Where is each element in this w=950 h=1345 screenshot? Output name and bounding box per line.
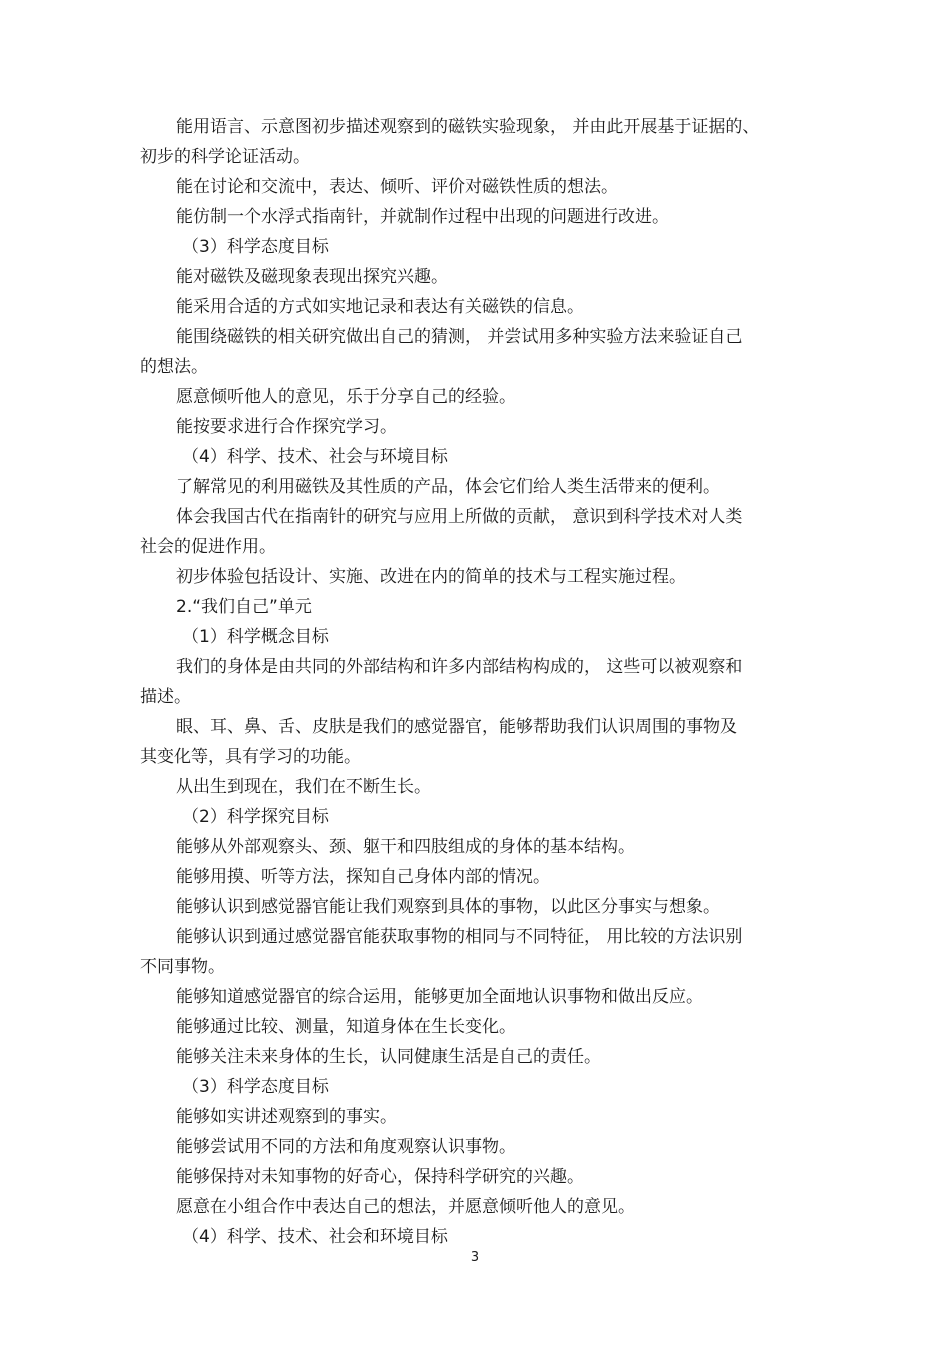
paragraph-line: （4）科学、技术、社会与环境目标 — [182, 447, 448, 467]
paragraph-line: （4）科学、技术、社会和环境目标 — [182, 1227, 448, 1247]
paragraph — [140, 982, 800, 1012]
paragraph — [140, 1192, 800, 1222]
paragraph-line: 我们的身体是由共同的外部结构和许多内部结构构成的， 这些可以被观察和 — [176, 657, 743, 677]
paragraph-line: （1）科学概念目标 — [182, 627, 329, 647]
paragraph — [140, 832, 800, 862]
paragraph — [140, 412, 800, 442]
paragraph-line: 初步体验包括设计、实施、改进在内的简单的技术与工程实施过程。 — [176, 567, 686, 587]
paragraph — [140, 862, 800, 892]
paragraph-line: 社会的促进作用。 — [140, 537, 276, 557]
paragraph — [140, 172, 800, 202]
paragraph-line: 能够通过比较、测量，知道身体在生长变化。 — [176, 1017, 516, 1037]
paragraph — [140, 712, 800, 772]
paragraph-line: 能够尝试用不同的方法和角度观察认识事物。 — [176, 1137, 516, 1157]
paragraph-line: 愿意在小组合作中表达自己的想法，并愿意倾听他人的意见。 — [176, 1197, 635, 1217]
paragraph — [140, 292, 800, 322]
paragraph-line: 能围绕磁铁的相关研究做出自己的猜测， 并尝试用多种实验方法来验证自己 — [176, 327, 743, 347]
section-heading — [140, 232, 800, 262]
paragraph — [140, 772, 800, 802]
paragraph — [140, 892, 800, 922]
paragraph-line: 能够保持对未知事物的好奇心，保持科学研究的兴趣。 — [176, 1167, 584, 1187]
paragraph-line: 能采用合适的方式如实地记录和表达有关磁铁的信息。 — [176, 297, 584, 317]
paragraph-line: 不同事物。 — [140, 957, 225, 977]
paragraph-line: 能够关注未来身体的生长，认同健康生活是自己的责任。 — [176, 1047, 601, 1067]
paragraph-line: 能够如实讲述观察到的事实。 — [176, 1107, 397, 1127]
paragraph — [140, 322, 800, 382]
page-number: 3 — [470, 1250, 480, 1265]
paragraph-line: 初步的科学论证活动。 — [140, 147, 310, 167]
paragraph — [140, 1102, 800, 1132]
paragraph-line: 愿意倾听他人的意见，乐于分享自己的经验。 — [176, 387, 516, 407]
paragraph-line: 能用语言、示意图初步描述观察到的磁铁实验现象， 并由此开展基于证据的、 — [176, 117, 760, 137]
paragraph-line: 从出生到现在，我们在不断生长。 — [176, 777, 431, 797]
paragraph-line: 能够从外部观察头、颈、躯干和四肢组成的身体的基本结构。 — [176, 837, 635, 857]
paragraph — [140, 382, 800, 412]
paragraph — [140, 562, 800, 592]
paragraph — [140, 472, 800, 502]
paragraph — [140, 922, 800, 982]
paragraph — [140, 1012, 800, 1042]
paragraph-line: 能够认识到通过感觉器官能获取事物的相同与不同特征， 用比较的方法识别 — [176, 927, 743, 947]
paragraph-line: 的想法。 — [140, 357, 208, 377]
paragraph-line: 了解常见的利用磁铁及其性质的产品，体会它们给人类生活带来的便利。 — [176, 477, 720, 497]
document-body — [140, 112, 800, 1252]
paragraph-line: 能在讨论和交流中，表达、倾听、评价对磁铁性质的想法。 — [176, 177, 618, 197]
paragraph-line: 描述。 — [140, 687, 191, 707]
paragraph-line: 能够知道感觉器官的综合运用，能够更加全面地认识事物和做出反应。 — [176, 987, 703, 1007]
section-heading — [140, 1222, 800, 1252]
paragraph-line: （2）科学探究目标 — [182, 807, 329, 827]
section-heading — [140, 802, 800, 832]
paragraph-line: 能够用摸、听等方法，探知自己身体内部的情况。 — [176, 867, 550, 887]
paragraph-line: 能够认识到感觉器官能让我们观察到具体的事物，以此区分事实与想象。 — [176, 897, 720, 917]
paragraph-line: 2.“我们自己”单元 — [176, 597, 312, 617]
paragraph-line: 体会我国古代在指南针的研究与应用上所做的贡献， 意识到科学技术对人类 — [176, 507, 743, 527]
paragraph — [140, 592, 800, 622]
paragraph-line: 能仿制一个水浮式指南针，并就制作过程中出现的问题进行改进。 — [176, 207, 669, 227]
paragraph — [140, 202, 800, 232]
paragraph-line: 能按要求进行合作探究学习。 — [176, 417, 397, 437]
paragraph — [140, 502, 800, 562]
section-heading — [140, 442, 800, 472]
paragraph — [140, 652, 800, 712]
paragraph — [140, 1132, 800, 1162]
paragraph-line: 能对磁铁及磁现象表现出探究兴趣。 — [176, 267, 448, 287]
section-heading — [140, 622, 800, 652]
paragraph — [140, 1162, 800, 1192]
paragraph-line: 其变化等，具有学习的功能。 — [140, 747, 361, 767]
paragraph-line: 眼、耳、鼻、舌、皮肤是我们的感觉器官，能够帮助我们认识周围的事物及 — [176, 717, 737, 737]
section-heading — [140, 1072, 800, 1102]
paragraph-line: （3）科学态度目标 — [182, 1077, 329, 1097]
paragraph-line: （3）科学态度目标 — [182, 237, 329, 257]
paragraph — [140, 262, 800, 292]
paragraph — [140, 112, 800, 172]
paragraph — [140, 1042, 800, 1072]
